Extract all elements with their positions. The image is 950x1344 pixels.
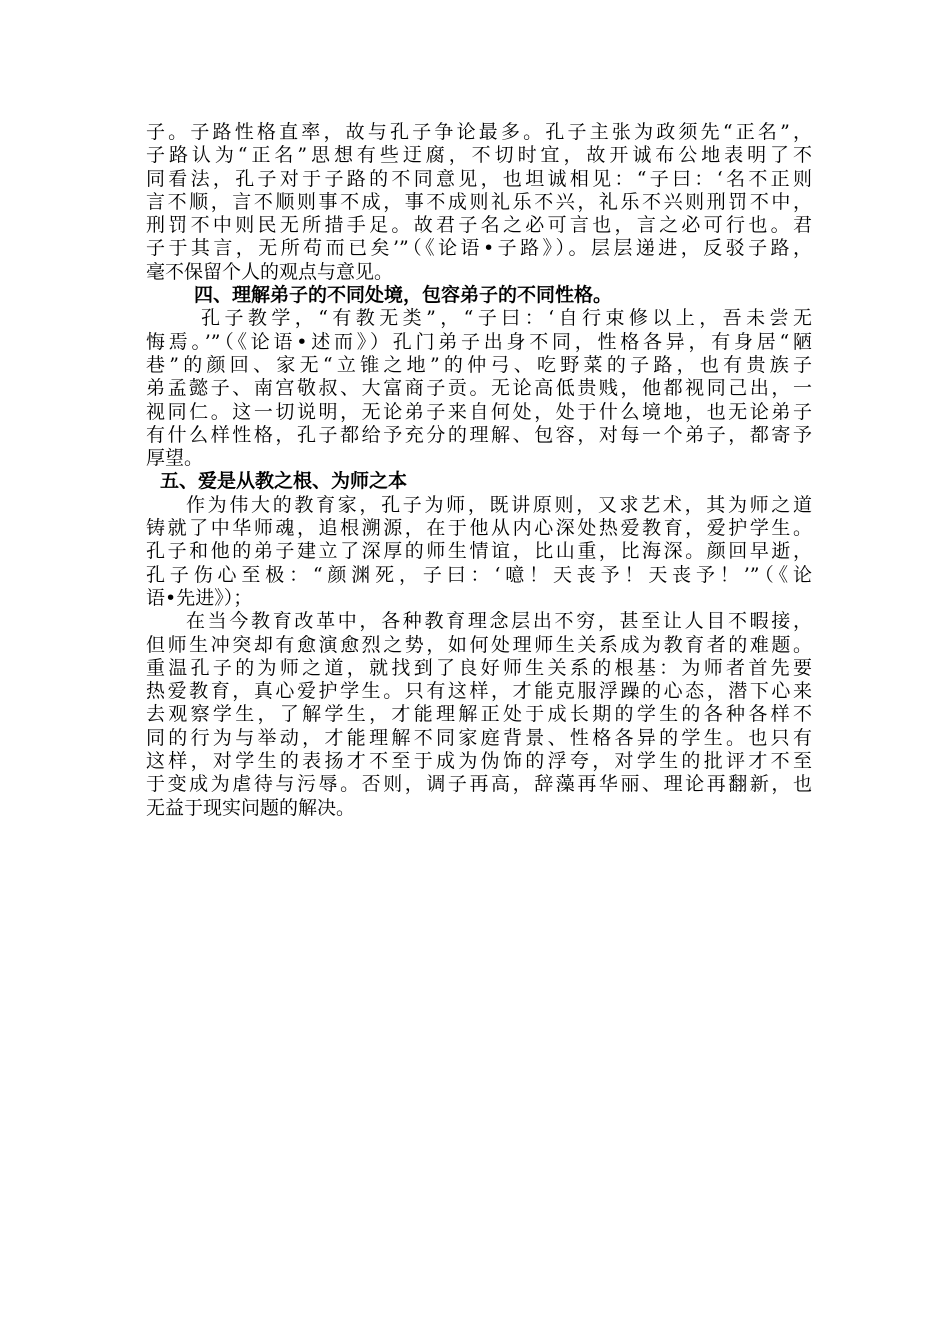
section-heading: 四、理解弟子的不同处境，包容弟子的不同性格。 <box>194 284 613 307</box>
text-line: 在当今教育改革中，各种教育理念层出不穷，甚至让人目不暇接， <box>186 610 812 633</box>
text-line: 巷”的颜回、家无“立锥之地”的仲弓、吃野菜的子路，也有贵族子 <box>146 353 812 376</box>
text-line: 无益于现实问题的解决。 <box>146 796 356 819</box>
text-line: 悔焉。’”（《论语•述而》）孔门弟子出身不同，性格各异，有身居“陋 <box>146 330 812 353</box>
text-line: 同的行为与举动，才能理解不同家庭背景、性格各异的学生。也只有 <box>146 726 812 749</box>
text-line: 去观察学生，了解学生，才能理解正处于成长期的学生的各种各样不 <box>146 703 812 726</box>
text-line: 这样，对学生的表扬才不至于成为伪饰的浮夸，对学生的批评才不至 <box>146 750 812 773</box>
text-line: 铸就了中华师魂，追根溯源，在于他从内心深处热爱教育，爱护学生。 <box>146 517 812 540</box>
text-line: 子路认为“正名”思想有些迂腐，不切时宜，故开诚布公地表明了不 <box>146 144 812 167</box>
text-line: 孔子教学，“有教无类”，“子曰：‘自行束修以上，吾未尝无 <box>201 307 812 330</box>
text-line: 子。子路性格直率，故与孔子争论最多。孔子主张为政须先“正名”， <box>146 121 812 143</box>
text-line: 毫不保留个人的观点与意见。 <box>146 260 394 283</box>
section-heading: 五、爱是从教之根、为师之本 <box>160 470 408 493</box>
paragraph <box>146 610 812 820</box>
text-line: 有什么样性格，孔子都给予充分的理解、包容，对每一个弟子，都寄予 <box>146 423 812 446</box>
text-line: 但师生冲突却有愈演愈烈之势，如何处理师生关系成为教育者的难题。 <box>146 633 812 656</box>
text-line: 语•先进》）； <box>146 586 253 609</box>
text-line: 刑罚不中则民无所措手足。故君子名之必可言也，言之必可行也。君 <box>146 214 812 237</box>
text-line: 于变成为虐待与污辱。否则，调子再高，辞藻再华丽、理论再翻新，也 <box>146 773 812 796</box>
text-line: 视同仁。这一切说明，无论弟子来自何处，处于什么境地，也无论弟子 <box>146 400 812 423</box>
text-line: 子于其言，无所苟而已矣’”（《论语•子路》）。层层递进，反驳子路， <box>146 237 812 260</box>
paragraph <box>146 494 812 610</box>
text-line: 孔子伤心至极：“颜渊死，子曰：‘噫！天丧予！天丧予！’”（《论 <box>146 563 812 586</box>
text-line: 言不顺，言不顺则事不成，事不成则礼乐不兴，礼乐不兴则刑罚不中， <box>146 190 812 213</box>
text-line: 厚望。 <box>146 447 204 470</box>
paragraph <box>146 307 812 470</box>
text-line: 热爱教育，真心爱护学生。只有这样，才能克服浮躁的心态，潜下心来 <box>146 680 812 703</box>
paragraph <box>146 121 812 284</box>
text-line: 孔子和他的弟子建立了深厚的师生情谊，比山重，比海深。颜回早逝， <box>146 540 812 563</box>
text-line: 作为伟大的教育家，孔子为师，既讲原则，又求艺术，其为师之道 <box>186 493 812 516</box>
text-line: 重温孔子的为师之道，就找到了良好师生关系的根基：为师者首先要 <box>146 656 812 679</box>
text-line: 同看法，孔子对于子路的不同意见，也坦诚相见：“子曰：‘名不正则 <box>146 167 812 190</box>
document-body <box>146 121 812 820</box>
text-line: 弟孟懿子、南宫敬叔、大富商子贡。无论高低贵贱，他都视同己出，一 <box>146 377 812 400</box>
